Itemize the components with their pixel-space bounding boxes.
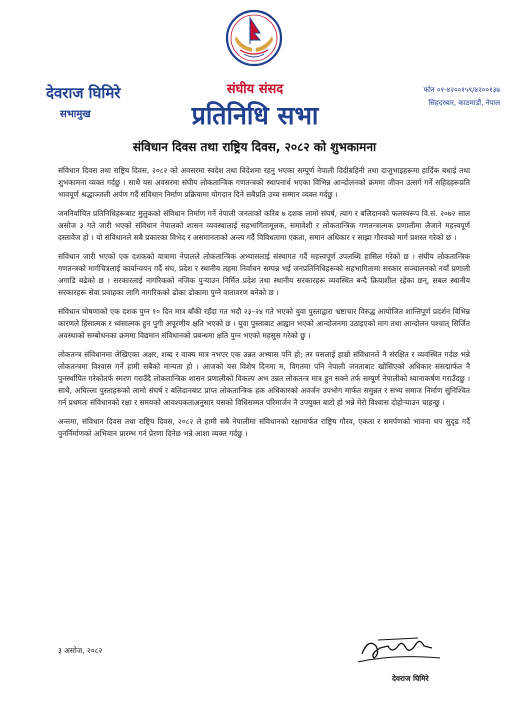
paragraph: संविधान जारी भएको एक दशकको यात्रामा नेपालले लोकतान्त्रिक अभ्यासलाई संस्थागत गर्दै महत्त्वपूर्ण उपलब्धि हासिल गरेको छ । संघीय लोकतान्त्रिक गणतन्त्रको मार्गचित्रलाई कार्यान्वयन गर्दै संघ, प्रदेश र स्थानीय तहमा निर्वाचन सम्पन्न भई जनप्रतिनिधिहरूको सहभागितामा सरकार सञ्चालनको नयाँ प्रणाली अगाडि बढेको छ । सरकारलाई नागरिकको नजिक पुर्‍याउन निर्मित प्रदेश तथा स्थानीय सरकारहरू व्यवस्थित बन्दै क्रियाशील रहेका छन्, सबल स्थानीय सरकारहरू सेवा प्रवाहका लागि नागरिकको ढोका ढोकामा पुग्ने वातावरण बनेको छ ।	[58, 252, 470, 297]
document-title: संविधान दिवस तथा राष्ट्रिय दिवस, २०८२ को शुभकामना	[132, 140, 377, 154]
letter-date: ३ असोज, २०८२	[58, 646, 103, 655]
speaker-name: देवराज घिमिरे	[46, 84, 121, 102]
house-name: प्रतिनिधि सभा	[191, 101, 319, 130]
phone-number: फोन ०१-४२००१५९/४२००१३७	[423, 86, 500, 94]
parliament-name: संघीय संसद	[226, 82, 284, 97]
paragraph: संविधान दिवस तथा राष्ट्रिय दिवस, २०८२ को अवसरमा स्वदेश तथा विदेशमा रहनु भएका सम्पूर्ण नेपाली दिदीबहिनी तथा दाजुभाइहरूमा हार्दिक बधाई तथा शुभकामना व्यक्त गर्दछु । साथै यस अवसरमा संघीय लोकतान्त्रिक गणतन्त्रको स्थापनार्थ भएका विभिन्न आन्दोलनको क्रममा जीवन उत्सर्ग गर्ने सहिदहरूप्रति भावपूर्ण श्रद्धाञ्जली अर्पण गर्दै संविधान निर्माण प्रक्रियामा योगदान दिने सबैप्रति उच्च सम्मान व्यक्त गर्दछु ।	[58, 166, 470, 199]
speaker-title: सभामुख	[60, 109, 91, 120]
paragraph: अन्तमा, संविधान दिवस तथा राष्ट्रिय दिवस, २०८२ ले हामी सबै नेपालीमा संविधानको रक्षामार्फत राष्ट्रिय गौरव, एकता र समर्पणको भावना थप सुदृढ गर्दै पुनर्निर्माणको अभियान प्रारम्भ गर्न प्रेरणा दिनेछ भन्ने आशा व्यक्त गर्दछु ।	[58, 417, 470, 438]
paragraph: जननिर्वाचित प्रतिनिधिहरूबाट मुलुकको संविधान निर्माण गर्ने नेपाली जनताको करिब ७ दशक लामो संघर्ष, त्याग र बलिदानको फलस्वरूप वि.सं. २०७२ साल असोज ३ गते जारी भएको संविधान नेपालको शासन व्यवस्थालाई सहभागितामूलक, समावेशी र लोकतान्त्रिक गणतन्त्रात्मक प्रणालीमा लैजाने महत्त्वपूर्ण दस्तावेज हो । यो संविधानले सबै प्रकारका विभेद र असमानताको अन्त्य गर्दै विविधतामा एकता, समान अधिकार र साझा गौरवको मार्ग प्रशस्त गरेको छ ।	[58, 209, 470, 242]
address: सिंहदरबार, काठमाडौं, नेपाल	[428, 99, 500, 107]
signatory-name: देवराज घिमिरे	[392, 674, 429, 683]
speaker-block	[46, 84, 156, 120]
paragraph: संविधान घोषणाको एक दशक पुग्न १० दिन मात्र बाँकी रहँदा गत भदौ २३–२४ गते भएको युवा पुस्ताद्वारा भ्रष्टाचार विरुद्ध आयोजित शान्तिपूर्ण प्रदर्शन विभिन्न कारणले हिंसात्मक र ध्वंसात्मक हुन पुगी अपूरणीय क्षति भएको छ । युवा पुस्ताबाट आह्वान भएको आन्दोलनमा उठाइएको माग तथा आन्दोलन पश्चात् सिर्जित अवस्थाको सम्बोधनका क्रममा विद्यमान संविधानको प्रबन्धमा क्षति पुग्न भएको महसुस गरेको छु ।	[58, 307, 470, 340]
emblem-icon	[224, 6, 284, 72]
paragraph: लोकतन्त्र संविधानमा लेखिएका अक्षर, शब्द र वाक्य मात्र नभएर एक उन्नत अभ्यास पनि हो; तर यसलाई हाम्रो संविधानले नै संरक्षित र व्यवस्थित गर्दछ भन्ने लोकतन्त्रमा विश्वास गर्ने हामी सबैको मान्यता हो । आजको यस विशेष दिनमा म, विगतमा पनि नेपाली जनताबाट खोसिएको अधिकार संसद्मार्फत नै पुनर्स्थापित गरेकोतर्फ स्मरण गराउँदै लोकतान्त्रिक शासन प्रणालीको विकल्प अभ उन्नत लोकतन्त्र मात्र हुन सक्ने तर्फ सम्पूर्ण नेपालीको ध्यानाकर्षण गराउँदछु । साथै, अघिल्ला पुस्ताहरूको लामो संघर्ष र बलिदानबाट प्राप्त लोकतान्त्रिक हक अधिकारको अवर्जन उपभोग मार्फत समुन्नत र सभ्य समाज निर्माण सुनिश्चित गर्न प्रथमतः संविधानको रक्षा र समयको आवश्यकताअनुसार यसको विधिसम्मत परिमार्जन नै उपयुक्त बाटो हो भन्ने मेरो विश्वास दोहोऱ्याउन चाहन्छु ।	[58, 350, 470, 407]
house-emblem	[224, 6, 284, 72]
letter-body	[58, 165, 470, 447]
signature	[354, 624, 444, 674]
signature-icon	[354, 624, 444, 674]
contact-block	[350, 84, 500, 110]
letterhead-center	[150, 82, 360, 132]
